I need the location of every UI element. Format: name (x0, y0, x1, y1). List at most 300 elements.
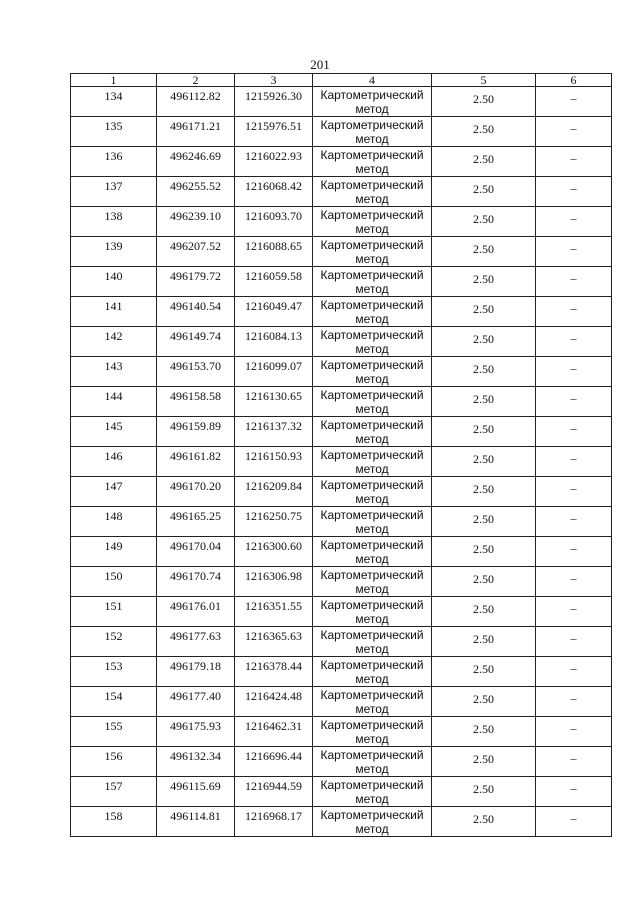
x-coordinate-cell (157, 807, 235, 837)
note-cell (536, 627, 612, 657)
method-line-1: Картометрический (320, 238, 424, 252)
note-cell (536, 597, 612, 627)
y-coordinate-cell (235, 777, 313, 807)
method-line-2: метод (355, 192, 389, 206)
point-number-cell (71, 597, 157, 627)
y-coordinate-value: 1216968.17 (245, 809, 302, 823)
y-coordinate-cell (235, 657, 313, 687)
table-body (71, 87, 612, 837)
note-value: – (570, 361, 577, 375)
accuracy-value: 2.50 (473, 602, 494, 616)
method-line-1: Картометрический (320, 598, 424, 612)
method-line-2: метод (355, 522, 389, 536)
note-cell (536, 267, 612, 297)
point-number-cell (71, 207, 157, 237)
column-header: 2 (157, 74, 235, 87)
y-coordinate-value: 1216944.59 (245, 779, 302, 793)
accuracy-value: 2.50 (473, 362, 494, 376)
method-cell (313, 87, 432, 117)
method-line-2: метод (355, 132, 389, 146)
method-cell (313, 807, 432, 837)
method-cell (313, 117, 432, 147)
method-line-1: Картометрический (320, 808, 424, 822)
accuracy-cell (432, 207, 536, 237)
method-cell (313, 447, 432, 477)
method-cell (313, 747, 432, 777)
note-value: – (570, 571, 577, 585)
point-number-value: 145 (104, 419, 123, 433)
y-coordinate-value: 1216130.65 (245, 389, 302, 403)
accuracy-value: 2.50 (473, 452, 494, 466)
y-coordinate-value: 1216209.84 (245, 479, 302, 493)
note-cell (536, 657, 612, 687)
y-coordinate-cell (235, 597, 313, 627)
point-number-cell (71, 117, 157, 147)
method-value (313, 447, 431, 476)
note-cell (536, 447, 612, 477)
table-row (71, 507, 612, 537)
method-cell (313, 207, 432, 237)
point-number-cell (71, 717, 157, 747)
x-coordinate-cell (157, 417, 235, 447)
accuracy-value: 2.50 (473, 722, 494, 736)
point-number-cell (71, 687, 157, 717)
y-coordinate-value: 1216250.75 (245, 509, 302, 523)
method-cell (313, 567, 432, 597)
method-cell (313, 237, 432, 267)
note-cell (536, 807, 612, 837)
y-coordinate-value: 1216378.44 (245, 659, 302, 673)
y-coordinate-cell (235, 117, 313, 147)
note-cell (536, 777, 612, 807)
method-value (313, 297, 431, 326)
x-coordinate-value: 496161.82 (170, 449, 221, 463)
y-coordinate-value: 1216088.65 (245, 239, 302, 253)
method-line-1: Картометрический (320, 358, 424, 372)
note-value: – (570, 811, 577, 825)
point-number-cell (71, 417, 157, 447)
note-cell (536, 507, 612, 537)
accuracy-value: 2.50 (473, 242, 494, 256)
y-coordinate-value: 1216059.58 (245, 269, 302, 283)
point-number-value: 141 (104, 299, 123, 313)
method-line-2: метод (355, 492, 389, 506)
point-number-value: 157 (104, 779, 123, 793)
y-coordinate-value: 1216300.60 (245, 539, 302, 553)
point-number-cell (71, 447, 157, 477)
accuracy-cell (432, 597, 536, 627)
method-cell (313, 507, 432, 537)
x-coordinate-value: 496170.04 (170, 539, 221, 553)
point-number-value: 146 (104, 449, 123, 463)
point-number-value: 138 (104, 209, 123, 223)
x-coordinate-value: 496255.52 (170, 179, 221, 193)
point-number-value: 140 (104, 269, 123, 283)
table-row (71, 327, 612, 357)
point-number-value: 148 (104, 509, 123, 523)
method-line-2: метод (355, 582, 389, 596)
page-number: 201 (310, 57, 330, 72)
method-cell (313, 267, 432, 297)
method-line-2: метод (355, 222, 389, 236)
method-cell (313, 717, 432, 747)
point-number-value: 144 (104, 389, 123, 403)
method-value (313, 117, 431, 146)
method-cell (313, 597, 432, 627)
y-coordinate-cell (235, 177, 313, 207)
x-coordinate-value: 496165.25 (170, 509, 221, 523)
x-coordinate-value: 496175.93 (170, 719, 221, 733)
method-line-1: Картометрический (320, 538, 424, 552)
point-number-value: 152 (104, 629, 123, 643)
column-header: 5 (432, 74, 536, 87)
method-value (313, 507, 431, 536)
column-header: 3 (235, 74, 313, 87)
y-coordinate-cell (235, 627, 313, 657)
method-cell (313, 357, 432, 387)
method-cell (313, 477, 432, 507)
note-value: – (570, 481, 577, 495)
point-number-cell (71, 267, 157, 297)
method-line-1: Картометрический (320, 388, 424, 402)
x-coordinate-cell (157, 447, 235, 477)
method-line-2: метод (355, 162, 389, 176)
x-coordinate-cell (157, 687, 235, 717)
note-value: – (570, 451, 577, 465)
method-line-1: Картометрический (320, 328, 424, 342)
y-coordinate-value: 1216068.42 (245, 179, 302, 193)
method-line-2: метод (355, 642, 389, 656)
note-value: – (570, 271, 577, 285)
y-coordinate-cell (235, 477, 313, 507)
y-coordinate-value: 1216462.31 (245, 719, 302, 733)
table-row (71, 357, 612, 387)
note-cell (536, 357, 612, 387)
y-coordinate-value: 1216084.13 (245, 329, 302, 343)
method-cell (313, 537, 432, 567)
point-number-cell (71, 537, 157, 567)
note-value: – (570, 661, 577, 675)
accuracy-value: 2.50 (473, 572, 494, 586)
method-value (313, 627, 431, 656)
note-cell (536, 327, 612, 357)
method-cell (313, 177, 432, 207)
x-coordinate-value: 496158.58 (170, 389, 221, 403)
method-line-2: метод (355, 732, 389, 746)
accuracy-cell (432, 147, 536, 177)
x-coordinate-cell (157, 237, 235, 267)
method-line-1: Картометрический (320, 88, 424, 102)
method-line-2: метод (355, 282, 389, 296)
table-row (71, 237, 612, 267)
x-coordinate-cell (157, 777, 235, 807)
point-number-cell (71, 807, 157, 837)
column-header: 1 (71, 74, 157, 87)
y-coordinate-value: 1216099.07 (245, 359, 302, 373)
accuracy-cell (432, 237, 536, 267)
x-coordinate-value: 496112.82 (170, 89, 221, 103)
table-row (71, 177, 612, 207)
accuracy-cell (432, 687, 536, 717)
method-value (313, 327, 431, 356)
x-coordinate-value: 496179.18 (170, 659, 221, 673)
accuracy-value: 2.50 (473, 782, 494, 796)
table-row (71, 717, 612, 747)
point-number-cell (71, 777, 157, 807)
y-coordinate-cell (235, 297, 313, 327)
point-number-cell (71, 477, 157, 507)
point-number-value: 142 (104, 329, 123, 343)
method-value (313, 267, 431, 296)
x-coordinate-value: 496132.34 (170, 749, 221, 763)
method-line-1: Картометрический (320, 298, 424, 312)
note-cell (536, 417, 612, 447)
accuracy-cell (432, 267, 536, 297)
point-number-value: 137 (104, 179, 123, 193)
x-coordinate-cell (157, 357, 235, 387)
method-value (313, 717, 431, 746)
x-coordinate-value: 496159.89 (170, 419, 221, 433)
accuracy-value: 2.50 (473, 752, 494, 766)
method-cell (313, 627, 432, 657)
x-coordinate-cell (157, 87, 235, 117)
table-row (71, 417, 612, 447)
accuracy-value: 2.50 (473, 812, 494, 826)
y-coordinate-cell (235, 327, 313, 357)
method-line-2: метод (355, 372, 389, 386)
accuracy-value: 2.50 (473, 302, 494, 316)
table-row (71, 627, 612, 657)
point-number-value: 149 (104, 539, 123, 553)
table-row (71, 387, 612, 417)
note-value: – (570, 631, 577, 645)
accuracy-cell (432, 747, 536, 777)
point-number-cell (71, 387, 157, 417)
method-cell (313, 417, 432, 447)
accuracy-cell (432, 537, 536, 567)
method-value (313, 387, 431, 416)
method-value (313, 87, 431, 116)
y-coordinate-cell (235, 147, 313, 177)
x-coordinate-value: 496246.69 (170, 149, 221, 163)
method-line-2: метод (355, 552, 389, 566)
note-value: – (570, 91, 577, 105)
point-number-value: 154 (104, 689, 123, 703)
point-number-cell (71, 657, 157, 687)
accuracy-cell (432, 807, 536, 837)
x-coordinate-value: 496170.74 (170, 569, 221, 583)
y-coordinate-value: 1215926.30 (245, 89, 302, 103)
y-coordinate-cell (235, 567, 313, 597)
method-value (313, 207, 431, 236)
point-number-value: 139 (104, 239, 123, 253)
note-cell (536, 297, 612, 327)
method-line-2: метод (355, 102, 389, 116)
table-row (71, 657, 612, 687)
y-coordinate-value: 1216137.32 (245, 419, 302, 433)
point-number-cell (71, 627, 157, 657)
x-coordinate-value: 496140.54 (170, 299, 221, 313)
method-line-2: метод (355, 822, 389, 836)
y-coordinate-cell (235, 87, 313, 117)
point-number-value: 136 (104, 149, 123, 163)
accuracy-value: 2.50 (473, 422, 494, 436)
accuracy-value: 2.50 (473, 662, 494, 676)
accuracy-cell (432, 507, 536, 537)
note-value: – (570, 331, 577, 345)
method-cell (313, 297, 432, 327)
method-value (313, 417, 431, 446)
note-value: – (570, 511, 577, 525)
y-coordinate-cell (235, 687, 313, 717)
x-coordinate-cell (157, 177, 235, 207)
y-coordinate-value: 1216696.44 (245, 749, 302, 763)
x-coordinate-cell (157, 567, 235, 597)
method-line-1: Картометрический (320, 778, 424, 792)
method-line-2: метод (355, 612, 389, 626)
y-coordinate-cell (235, 357, 313, 387)
point-number-cell (71, 567, 157, 597)
y-coordinate-cell (235, 237, 313, 267)
point-number-value: 153 (104, 659, 123, 673)
note-cell (536, 207, 612, 237)
method-line-2: метод (355, 402, 389, 416)
accuracy-value: 2.50 (473, 512, 494, 526)
table-row (71, 87, 612, 117)
method-cell (313, 387, 432, 417)
table-row (71, 207, 612, 237)
note-value: – (570, 721, 577, 735)
y-coordinate-value: 1216365.63 (245, 629, 302, 643)
column-header: 4 (313, 74, 432, 87)
accuracy-value: 2.50 (473, 272, 494, 286)
method-line-1: Картометрический (320, 568, 424, 582)
method-line-1: Картометрический (320, 418, 424, 432)
method-line-2: метод (355, 432, 389, 446)
x-coordinate-value: 496176.01 (170, 599, 221, 613)
y-coordinate-cell (235, 387, 313, 417)
y-coordinate-cell (235, 267, 313, 297)
accuracy-cell (432, 357, 536, 387)
note-cell (536, 537, 612, 567)
point-number-value: 150 (104, 569, 123, 583)
y-coordinate-value: 1216022.93 (245, 149, 302, 163)
x-coordinate-value: 496177.63 (170, 629, 221, 643)
method-line-1: Картометрический (320, 628, 424, 642)
x-coordinate-value: 496177.40 (170, 689, 221, 703)
note-cell (536, 117, 612, 147)
point-number-cell (71, 177, 157, 207)
y-coordinate-cell (235, 447, 313, 477)
method-line-2: метод (355, 252, 389, 266)
method-value (313, 477, 431, 506)
note-cell (536, 747, 612, 777)
method-line-1: Картометрический (320, 118, 424, 132)
method-line-1: Картометрический (320, 658, 424, 672)
y-coordinate-cell (235, 537, 313, 567)
accuracy-cell (432, 567, 536, 597)
note-cell (536, 687, 612, 717)
method-line-1: Картометрический (320, 688, 424, 702)
y-coordinate-cell (235, 807, 313, 837)
x-coordinate-value: 496239.10 (170, 209, 221, 223)
note-cell (536, 147, 612, 177)
table-row (71, 297, 612, 327)
accuracy-value: 2.50 (473, 632, 494, 646)
x-coordinate-value: 496207.52 (170, 239, 221, 253)
point-number-cell (71, 507, 157, 537)
method-line-1: Картометрический (320, 508, 424, 522)
accuracy-value: 2.50 (473, 482, 494, 496)
method-line-1: Картометрический (320, 268, 424, 282)
method-value (313, 177, 431, 206)
x-coordinate-value: 496114.81 (170, 809, 221, 823)
method-value (313, 567, 431, 596)
method-line-1: Картометрический (320, 748, 424, 762)
accuracy-cell (432, 447, 536, 477)
note-cell (536, 387, 612, 417)
method-value (313, 537, 431, 566)
point-number-cell (71, 327, 157, 357)
column-header: 6 (536, 74, 612, 87)
y-coordinate-cell (235, 717, 313, 747)
note-cell (536, 477, 612, 507)
y-coordinate-value: 1215976.51 (245, 119, 302, 133)
x-coordinate-cell (157, 507, 235, 537)
note-value: – (570, 151, 577, 165)
accuracy-value: 2.50 (473, 332, 494, 346)
table-row (71, 597, 612, 627)
point-number-value: 156 (104, 749, 123, 763)
method-cell (313, 687, 432, 717)
y-coordinate-value: 1216424.48 (245, 689, 302, 703)
y-coordinate-cell (235, 747, 313, 777)
accuracy-value: 2.50 (473, 542, 494, 556)
method-value (313, 237, 431, 266)
x-coordinate-cell (157, 267, 235, 297)
method-line-2: метод (355, 312, 389, 326)
x-coordinate-cell (157, 117, 235, 147)
x-coordinate-cell (157, 597, 235, 627)
accuracy-cell (432, 177, 536, 207)
y-coordinate-cell (235, 507, 313, 537)
point-number-cell (71, 147, 157, 177)
table-header-row (71, 74, 612, 87)
point-number-cell (71, 747, 157, 777)
method-cell (313, 657, 432, 687)
note-value: – (570, 421, 577, 435)
point-number-value: 147 (104, 479, 123, 493)
table-row (71, 777, 612, 807)
method-value (313, 657, 431, 686)
accuracy-cell (432, 327, 536, 357)
method-cell (313, 327, 432, 357)
method-line-2: метод (355, 672, 389, 686)
point-number-value: 143 (104, 359, 123, 373)
point-number-cell (71, 357, 157, 387)
note-value: – (570, 301, 577, 315)
y-coordinate-cell (235, 417, 313, 447)
x-coordinate-value: 496149.74 (170, 329, 221, 343)
table-row (71, 807, 612, 837)
accuracy-value: 2.50 (473, 212, 494, 226)
y-coordinate-value: 1216306.98 (245, 569, 302, 583)
accuracy-cell (432, 117, 536, 147)
point-number-value: 151 (104, 599, 123, 613)
method-line-2: метод (355, 792, 389, 806)
method-line-1: Картометрический (320, 718, 424, 732)
method-value (313, 807, 431, 836)
